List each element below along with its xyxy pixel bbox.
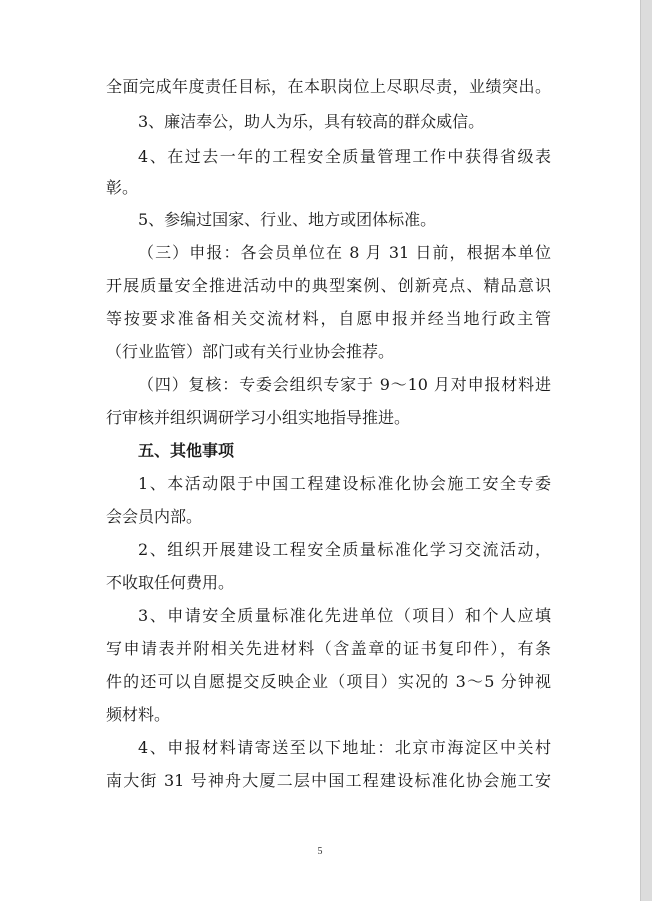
page-number: 5 <box>317 846 323 857</box>
page-edge-shadow <box>640 0 652 901</box>
body-line-14: 会会员内部。 <box>106 507 203 526</box>
body-line-10: （四）复核：专委会组织专家于 9～10 月对申报材料进 <box>138 375 551 394</box>
body-line-22: 南大街 31 号神舟大厦二层中国工程建设标准化协会施工安 <box>106 771 551 790</box>
body-line-7: 开展质量安全推进活动中的典型案例、创新亮点、精品意识 <box>106 276 551 295</box>
body-line-6: （三）申报：各会员单位在 8 月 31 日前，根据本单位 <box>138 243 551 262</box>
body-line-3: 4、在过去一年的工程安全质量管理工作中获得省级表 <box>138 147 551 166</box>
body-line-18: 写申请表并附相关先进材料（含盖章的证书复印件），有条 <box>106 639 551 658</box>
body-line-17: 3、申请安全质量标准化先进单位（项目）和个人应填 <box>138 606 551 625</box>
body-line-9: （行业监管）部门或有关行业协会推荐。 <box>106 342 395 361</box>
body-line-8: 等按要求准备相关交流材料，自愿申报并经当地行政主管 <box>106 309 551 328</box>
body-line-20: 频材料。 <box>106 705 171 724</box>
body-line-5: 5、参编过国家、行业、地方或团体标准。 <box>138 210 437 229</box>
body-line-16: 不收取任何费用。 <box>106 573 235 592</box>
body-line-4: 彰。 <box>106 178 139 197</box>
body-line-11: 行审核并组织调研学习小组实地指导推进。 <box>106 408 411 427</box>
body-line-1: 全面完成年度责任目标，在本职岗位上尽职尽责，业绩突出。 <box>106 77 551 96</box>
section-heading-other-matters: 五、其他事项 <box>138 441 235 460</box>
body-line-19: 件的还可以自愿提交反映企业（项目）实况的 3～5 分钟视 <box>106 672 551 691</box>
body-line-13: 1、本活动限于中国工程建设标准化协会施工安全专委 <box>138 474 551 493</box>
body-line-15: 2、组织开展建设工程安全质量标准化学习交流活动， <box>138 540 551 559</box>
body-line-21: 4、申报材料请寄送至以下地址：北京市海淀区中关村 <box>138 738 551 757</box>
body-line-2: 3、廉洁奉公，助人为乐，具有较高的群众威信。 <box>138 112 485 131</box>
